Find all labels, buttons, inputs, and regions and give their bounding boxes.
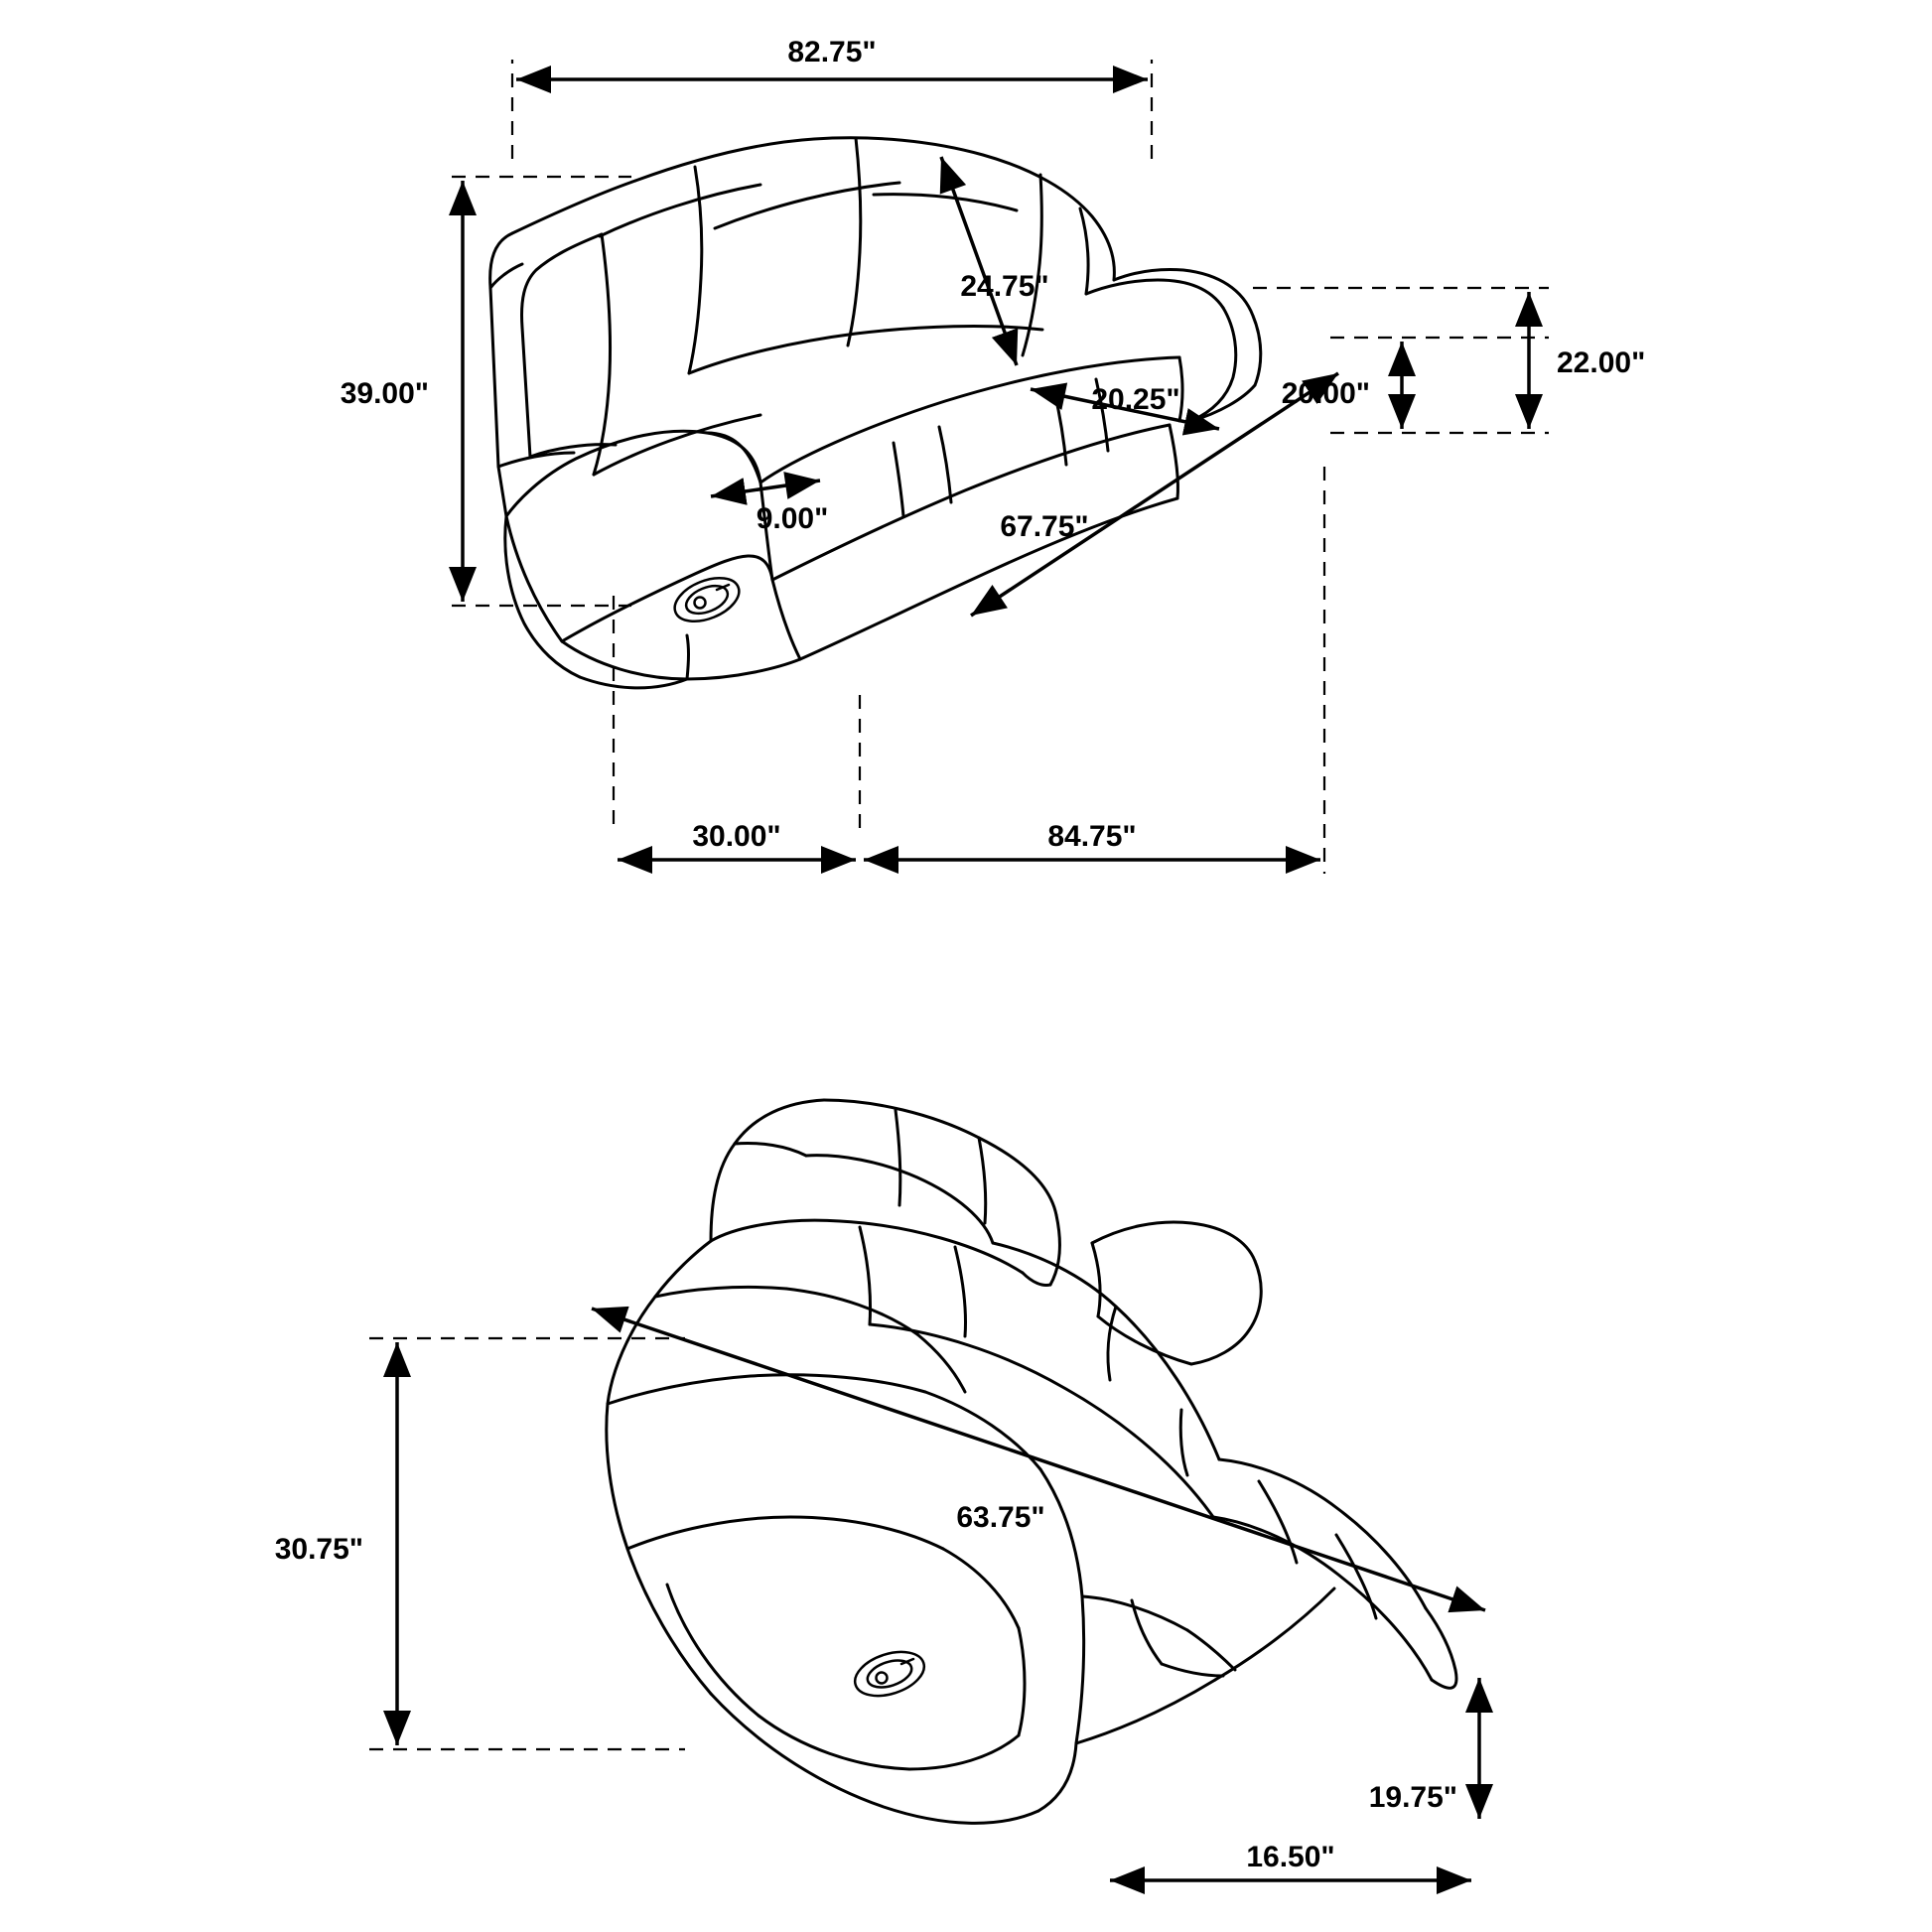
- dim-reclined-depth: 63.75": [956, 1501, 1045, 1534]
- dim-arm-height: 22.00": [1557, 346, 1646, 379]
- dim-depth-closed: 30.00": [692, 820, 781, 853]
- reclined-sofa-view: [275, 1100, 1485, 1880]
- dim-footrest-extension: 16.50": [1246, 1841, 1335, 1873]
- dim-reclined-height: 30.75": [274, 1533, 363, 1566]
- dim-length-bottom: 84.75": [1047, 820, 1137, 853]
- dim-seat-height: 20.00": [1281, 377, 1370, 410]
- upright-sofa-view: [341, 36, 1646, 874]
- dim-seating-width: 67.75": [1000, 510, 1089, 543]
- dim-back-cushion-height: 24.75": [960, 270, 1049, 303]
- dim-seat-depth: 20.25": [1091, 383, 1180, 416]
- dim-overall-height: 39.00": [340, 377, 429, 410]
- dim-arm-width: 9.00": [756, 502, 829, 535]
- dim-overall-width: 82.75": [787, 36, 877, 69]
- dim-footrest-height: 19.75": [1368, 1781, 1457, 1814]
